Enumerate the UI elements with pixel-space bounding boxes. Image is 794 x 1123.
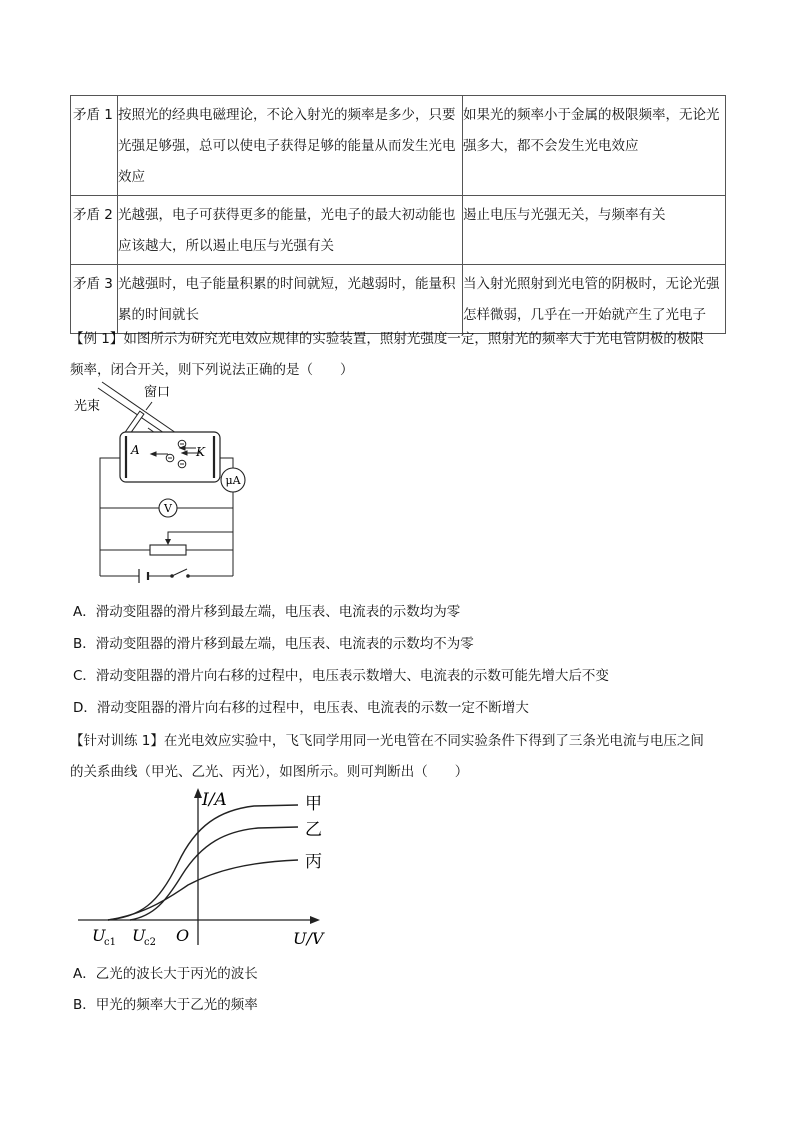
- experiment-cell: [463, 196, 726, 265]
- battery: [139, 569, 148, 583]
- curve-label-bing: 丙: [305, 852, 322, 872]
- cathode-label: K: [196, 445, 205, 459]
- example1-option-a: A．滑动变阻器的滑片移到最左端，电压表、电流表的示数均为零: [73, 604, 461, 620]
- uc1-label: U: [92, 926, 106, 945]
- rheostat: [150, 545, 186, 555]
- anode-label: A: [131, 443, 140, 457]
- table-row: [71, 96, 726, 196]
- uc2-subscript: c2: [144, 937, 156, 948]
- cell-line: 当入射光照射到光电管的阴极时，无论光强: [463, 276, 720, 292]
- cell-line: 怎样微弱，几乎在一开始就产生了光电子: [463, 307, 706, 323]
- cell-line: 按照光的经典电磁理论，不论入射光的频率是多少，只要: [118, 107, 456, 123]
- row-label: 矛盾 3: [71, 265, 118, 334]
- training1-question-line: 【针对训练 1】在光电效应实验中，飞飞同学用同一光电管在不同实验条件下得到了三条光电流与电压之间: [70, 733, 704, 749]
- curve-label-yi: 乙: [305, 820, 322, 840]
- example1-option-c: C．滑动变阻器的滑片向右移的过程中，电压表示数增大、电流表的示数可能先增大后不变: [73, 668, 609, 684]
- cell-line: 效应: [118, 169, 145, 185]
- graph-axes: [78, 795, 314, 945]
- photoelectric-circuit-diagram: [68, 380, 258, 585]
- cell-line: 光越强，电子可获得更多的能量，光电子的最大初动能也: [118, 207, 456, 223]
- ammeter-label: μA: [225, 474, 241, 487]
- cell-line: 累的时间就长: [118, 307, 199, 323]
- table-row: [71, 265, 726, 334]
- table-row: [71, 196, 726, 265]
- y-axis-label: I/A: [202, 790, 227, 810]
- window-label: 窗口: [144, 385, 171, 400]
- classical-cell: [118, 265, 463, 334]
- cell-line: 光强足够强，总可以使电子获得足够的能量从而发生光电: [118, 138, 456, 154]
- uc1-subscript: c1: [104, 937, 116, 948]
- row-label: 矛盾 2: [71, 196, 118, 265]
- curve-bing: [108, 860, 298, 920]
- curve-label-jia: 甲: [305, 794, 322, 814]
- switch: [170, 569, 190, 578]
- training1-option-b: B．甲光的频率大于乙光的频率: [73, 997, 258, 1013]
- rheostat-slider: [165, 532, 233, 545]
- cell-line: 应该越大，所以遏止电压与光强有关: [118, 238, 334, 254]
- row-label: 矛盾 1: [71, 96, 118, 196]
- cell-line: 如果光的频率小于金属的极限频率，无论光: [463, 107, 720, 123]
- cell-line: 强多大，都不会发生光电效应: [463, 138, 639, 154]
- experiment-cell: [463, 265, 726, 334]
- cell-line: 光越强时，电子能量积累的时间就短，光越弱时，能量积: [118, 276, 456, 292]
- y-axis-arrow: [194, 788, 202, 798]
- classical-cell: [118, 196, 463, 265]
- experiment-cell: [463, 96, 726, 196]
- origin-label: O: [176, 926, 190, 945]
- example1-option-b: B．滑动变阻器的滑片移到最左端，电压表、电流表的示数均不为零: [73, 636, 474, 652]
- iu-characteristic-graph: [70, 785, 340, 950]
- example1-question-line: 【例 1】如图所示为研究光电效应规律的实验装置，照射光强度一定，照射光的频率大于光电管阴极的极限: [70, 331, 704, 347]
- cell-line: 遏止电压与光强无关，与频率有关: [463, 207, 666, 223]
- training1-option-a: A．乙光的波长大于丙光的波长: [73, 966, 258, 982]
- x-axis-label: U/V: [293, 929, 324, 948]
- contradiction-table: [70, 95, 726, 334]
- training1-question-line: 的关系曲线（甲光、乙光、丙光），如图所示。则可判断出（ ）: [70, 764, 469, 780]
- example1-question-line: 频率，闭合开关，则下列说法正确的是（ ）: [70, 362, 354, 378]
- uc2-label: U: [132, 926, 146, 945]
- beam-label: 光束: [74, 399, 101, 414]
- x-axis-arrow: [310, 916, 320, 924]
- classical-cell: [118, 96, 463, 196]
- voltmeter-label: V: [164, 502, 172, 515]
- example1-option-d: D．滑动变阻器的滑片向右移的过程中，电压表、电流表的示数一定不断增大: [73, 700, 529, 716]
